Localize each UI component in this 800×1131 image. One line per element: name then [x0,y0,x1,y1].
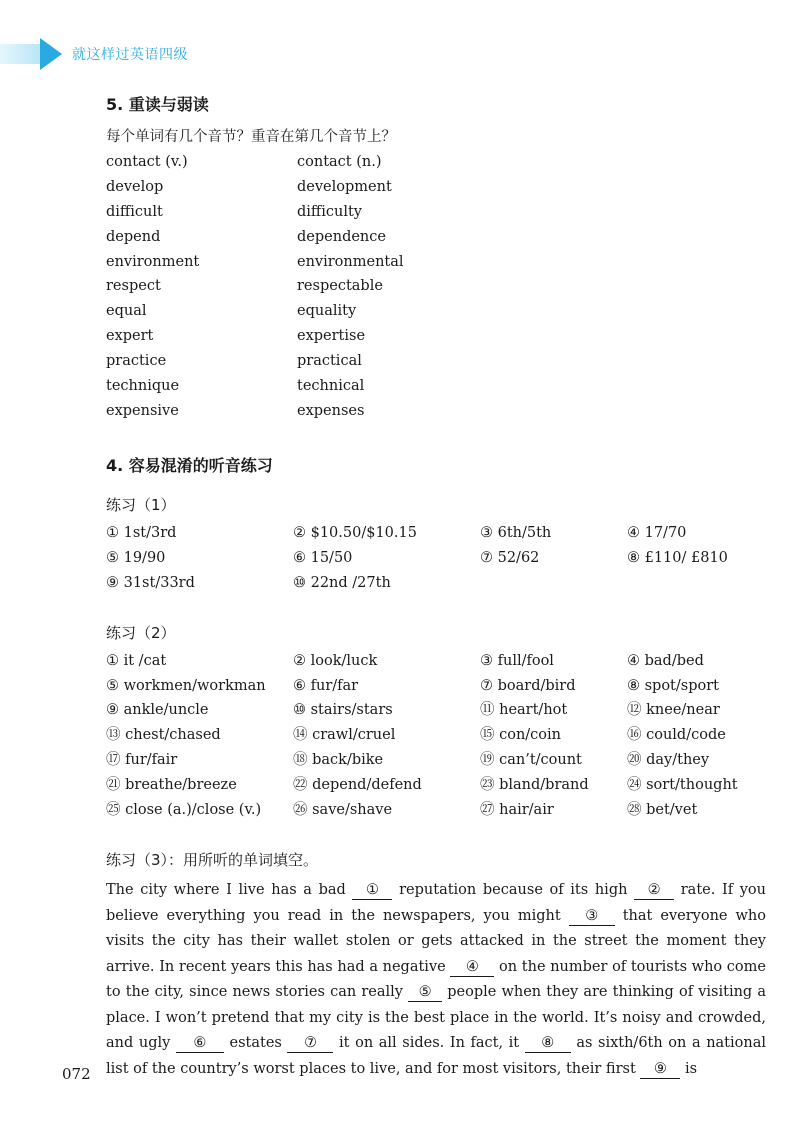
blank-7: ⑦ [287,1034,333,1053]
exercise-item: ⑯ could/code [627,727,726,744]
word-item: environment [106,253,200,270]
word-item: develop [106,178,164,195]
exercise-item-list [106,521,766,596]
exercise-item: ① 1st/3rd [106,525,177,541]
word-pair-list [106,150,766,424]
word-item: expenses [297,402,365,419]
word-item: technique [106,378,180,395]
word-item: practice [106,353,167,370]
exercise-item: ㉗ hair/air [480,802,554,819]
word-item: technical [297,378,365,395]
section-listening [106,453,766,1083]
word-item: development [297,178,392,195]
section-stress [106,92,766,424]
exercise-item: ⑬ chest/chased [106,727,221,744]
header-arrow-icon [40,38,62,70]
section-title: 5. 重读与弱读 [106,95,209,114]
exercise-item: ㉖ save/shave [293,802,393,819]
exercise-item: ⑨ 31st/33rd [106,574,195,591]
word-item: respectable [297,278,383,295]
exercise-item: ① it /cat [106,652,167,669]
exercise-item: ② look/luck [293,652,378,669]
blank-2: ② [634,881,674,900]
page-header [0,38,300,68]
blank-1: ① [352,881,392,900]
paragraph-text: on the number of tourists who come to the city, since news stories can really [106,958,766,1001]
exercise-item: ④ bad/bed [627,652,704,669]
exercise-title: 练习（3）：用所听的单词填空。 [106,850,319,869]
word-item: expertise [297,328,366,345]
exercise-item: ④ 17/70 [627,525,687,541]
exercise-1 [106,494,766,596]
exercise-item: ㉒ depend/defend [293,777,422,794]
paragraph-text: as sixth/6th on a national list of the country’s worst places to live, and for most visitors, their first [106,1035,766,1078]
blank-6: ⑥ [176,1034,224,1053]
exercise-item: ⑮ con/coin [480,727,562,744]
exercise-item: ⑦ board/bird [480,677,576,694]
paragraph-text: rate. If you believe everything you read in the newspapers, you might [106,881,766,924]
exercise-item: ⑤ workmen/workman [106,677,266,694]
blank-4: ④ [450,958,494,977]
exercise-item: ⑧ £110/ £810 [627,549,728,566]
header-title: 就这样过英语四级 [72,47,188,63]
paragraph-text: it on all sides. In fact, it [333,1035,525,1052]
word-item: difficulty [297,203,362,220]
section-title: 4. 容易混淆的听音练习 [106,456,273,475]
word-item: equal [106,303,147,320]
exercise-item: ⑱ back/bike [293,752,384,769]
word-item: contact (v.) [106,154,188,170]
blank-5: ⑤ [408,983,442,1002]
word-item: depend [106,228,161,245]
exercise-3 [106,849,766,1083]
exercise-item-list [106,649,766,823]
word-item: respect [106,278,161,295]
exercise-item: ⑲ can’t/count [480,752,582,769]
blank-3: ③ [569,907,615,926]
paragraph-text: estates [223,1035,288,1052]
exercise-2 [106,622,766,823]
exercise-item: ㉔ sort/thought [627,777,738,794]
paragraph-text: that everyone who visits the city has their wallet stolen or gets attacked in the street the moment they arrive. In recent years this has had a negative [106,907,767,975]
exercise-item: ⑩ stairs/stars [293,702,393,719]
exercise-item: ㉘ bet/vet [627,802,698,819]
exercise-item: ⑥ fur/far [293,677,359,694]
exercise-item: ㉓ bland/brand [480,777,589,794]
word-item: expensive [106,402,179,419]
blank-9: ⑨ [640,1060,680,1079]
exercise-item: ③ full/fool [480,652,554,669]
exercise-item: ⑩ 22nd /27th [293,574,391,591]
exercise-item: ⑫ knee/near [627,702,720,719]
exercise-item: ㉑ breathe/breeze [106,777,237,794]
exercise-item: ② $10.50/$10.15 [293,525,417,541]
exercise-item: ⑳ day/they [627,752,710,769]
cloze-paragraph [106,878,766,1083]
exercise-title: 练习（1） [106,496,176,514]
exercise-item: ⑦ 52/62 [480,549,540,566]
word-item: practical [297,353,362,370]
exercise-title: 练习（2） [106,623,176,642]
word-item: difficult [106,203,163,220]
word-item: expert [106,328,154,345]
paragraph-text: The city where I live has a bad [106,881,353,898]
exercise-item: ⑥ 15/50 [293,549,353,566]
word-item: equality [297,303,357,320]
word-item: contact (n.) [297,154,382,170]
paragraph-text: is [680,1061,698,1078]
exercise-item: ⑤ 19/90 [106,549,166,566]
paragraph-text: people when they are thinking of visiting a place. I won’t pretend that my city is the best place in the world. It’s noisy and crowded, and ugly [106,984,766,1052]
paragraph-text: reputation because of its high [392,881,635,898]
exercise-item: ⑭ crawl/cruel [293,727,396,744]
word-item: dependence [297,228,386,245]
exercise-item: ㉕ close (a.)/close (v.) [106,802,262,819]
header-bar [0,44,40,64]
exercise-item: ⑨ ankle/uncle [106,702,209,719]
word-item: environmental [297,253,404,270]
instruction-text: 每个单词有几个音节？重音在第几个音节上？ [106,129,396,145]
exercise-item: ⑧ spot/sport [627,677,719,694]
exercise-item: ③ 6th/5th [480,525,552,541]
page-number: 072 [62,1065,91,1083]
exercise-item: ⑪ heart/hot [480,702,568,719]
blank-8: ⑧ [525,1034,571,1053]
exercise-item: ⑰ fur/fair [106,752,178,769]
